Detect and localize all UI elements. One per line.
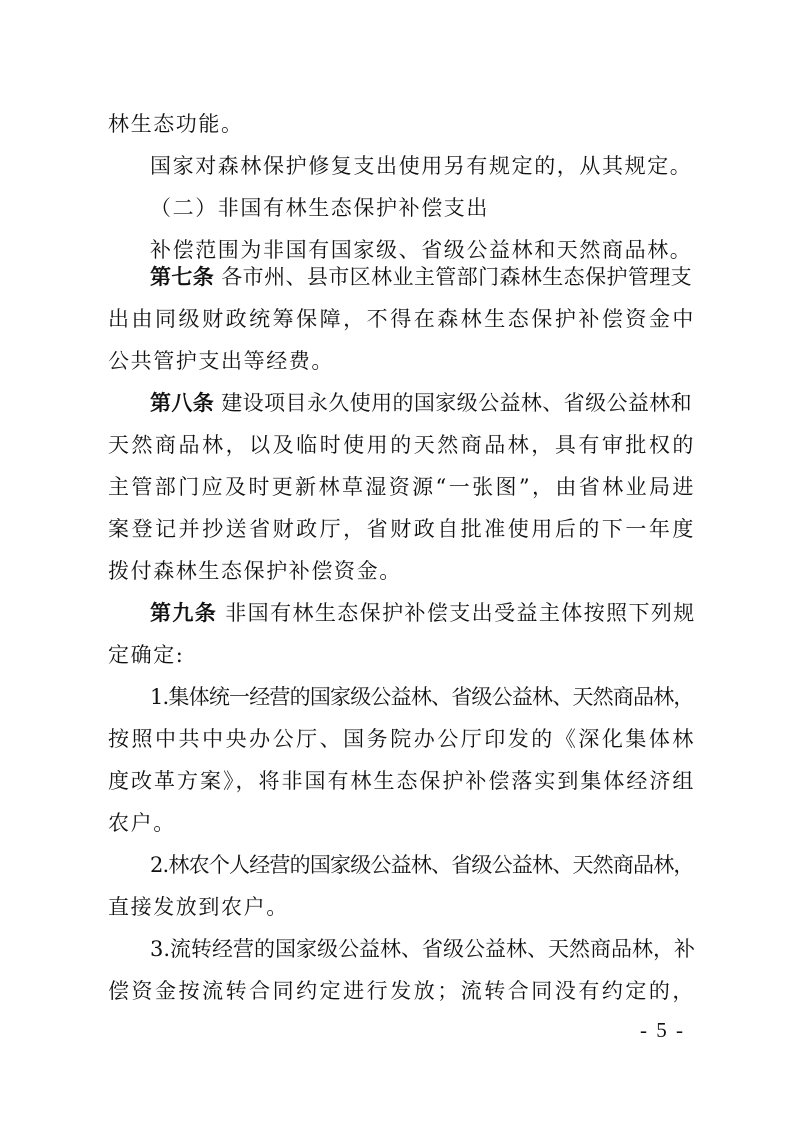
paragraph-line: 拨付森林生态保护补偿资金。 bbox=[108, 559, 402, 583]
list-item-line: 2.林农个人经营的国家级公益林、省级公益林、天然商品林， bbox=[150, 853, 694, 877]
paragraph-line: 公共管护支出等经费。 bbox=[108, 349, 334, 373]
paragraph-line: 偿资金按流转合同约定进行发放；流转合同没有约定的， bbox=[108, 979, 695, 1003]
paragraph-line: 按照中共中央办公厅、国务院办公厅印发的《深化集体林 bbox=[108, 727, 695, 751]
article-number: 第九条 bbox=[150, 600, 218, 625]
paragraph-line: 定确定: bbox=[108, 643, 185, 667]
article-number: 第七条 bbox=[150, 264, 215, 289]
paragraph-line: 案登记并抄送省财政厅，省财政自批准使用后的下一年度 bbox=[108, 517, 695, 541]
article-7-line: 第七条 各市州、县市区林业主管部门森林生态保护管理支 bbox=[150, 264, 693, 289]
section-heading: （二）非国有林生态保护补偿支出 bbox=[150, 196, 489, 220]
article-9-line: 第九条 非国有林生态保护补偿支出受益主体按照下列规 bbox=[150, 600, 696, 625]
paragraph-line: 直接发放到农户。 bbox=[108, 895, 289, 919]
paragraph-line: 林生态功能。 bbox=[108, 112, 244, 136]
page-number: - 5 - bbox=[640, 1018, 685, 1042]
article-number: 第八条 bbox=[150, 390, 215, 415]
paragraph-line: 国家对森林保护修复支出使用另有规定的，从其规定。 bbox=[150, 154, 693, 178]
article-8-line: 第八条 建设项目永久使用的国家级公益林、省级公益林和 bbox=[150, 390, 693, 415]
list-item-line: 1.集体统一经营的国家级公益林、省级公益林、天然商品林， bbox=[150, 685, 694, 709]
paragraph-line: 主管部门应及时更新林草湿资源“一张图”，由省林业局进 bbox=[108, 475, 695, 499]
paragraph-line: 天然商品林，以及临时使用的天然商品林，具有审批权的 bbox=[108, 433, 695, 457]
list-item-line: 3.流转经营的国家级公益林、省级公益林、天然商品林，补 bbox=[150, 937, 696, 961]
paragraph-line: 出由同级财政统筹保障，不得在森林生态保护补偿资金中 bbox=[108, 307, 695, 331]
paragraph-line: 农户。 bbox=[108, 811, 176, 835]
paragraph-line: 补偿范围为非国有国家级、省级公益林和天然商品林。 bbox=[150, 238, 693, 262]
paragraph-line: 度改革方案》，将非国有林生态保护补偿落实到集体经济组 bbox=[108, 769, 695, 793]
